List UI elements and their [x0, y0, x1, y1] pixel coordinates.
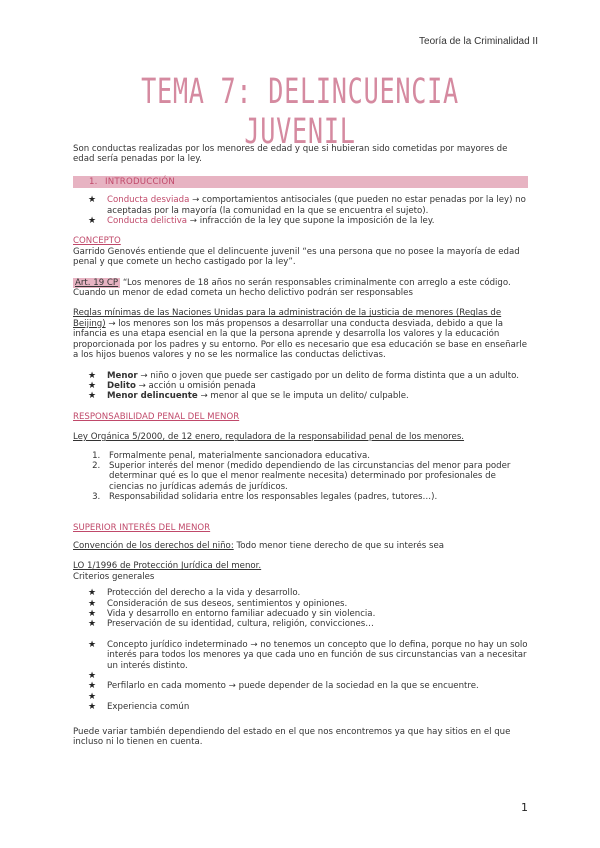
section-number: 1.	[89, 176, 98, 187]
closing-paragraph: Puede variar también dependiendo del estado en el que nos encontremos ya que hay sitios en el que incluso ni lo tienen en cuenta.	[73, 726, 511, 748]
list-item	[73, 702, 528, 712]
convencion-label: Convención de los derechos del niño:	[73, 540, 234, 551]
convencion-text: Todo menor tiene derecho de que su interés sea	[233, 540, 445, 551]
list-item	[73, 381, 528, 391]
definition: → niño o joven que puede ser castigado por un delito de forma distinta que a un adulto.	[137, 370, 519, 381]
definition: → comportamientos antisociales (que pueden no estar penadas por la ley) no aceptadas por la mayoría (la comunidad en la que se encuentra el sujeto).	[107, 195, 526, 216]
star-icon: ★	[88, 702, 97, 713]
beijing-paragraph	[73, 308, 528, 360]
criterios-label: Criterios generales	[73, 571, 155, 582]
section-label: INTRODUCCIÓN	[105, 176, 175, 187]
list-item-text: Concepto jurídico indeterminado → no tenemos un concepto que lo defina, porque no hay un solo interés para todos los menores ya que cada uno en función de sus circunstancias van a necesitar un interés distinto.	[107, 639, 528, 671]
definitions-list	[73, 371, 528, 402]
star-icon: ★	[88, 639, 97, 650]
term: Delito	[107, 380, 136, 391]
list-item	[73, 640, 528, 671]
star-icon: ★	[88, 609, 97, 619]
list-item	[73, 391, 528, 401]
star-icon: ★	[88, 619, 97, 630]
list-item-text: Vida y desarrollo en entorno familiar adecuado y sin violencia.	[107, 609, 376, 619]
intro-list	[73, 195, 528, 226]
intro-paragraph: Son conductas realizadas por los menores de edad y que si hubieran sido cometidas por mayores de edad sería penadas por la ley.	[73, 144, 508, 165]
star-icon: ★	[88, 691, 97, 702]
list-item-text: Experiencia común	[107, 702, 190, 713]
extra-list	[73, 640, 528, 713]
list-item: 3. Responsabilidad solidaria entre los responsables legales (padres, tutores…).	[103, 492, 528, 502]
star-icon: ★	[88, 671, 97, 682]
convencion-paragraph	[73, 541, 528, 551]
list-item	[73, 599, 528, 609]
term: Menor delincuente	[107, 391, 198, 402]
list-item-text: Protección del derecho a la vida y desarrollo.	[107, 588, 301, 599]
criterios-list	[73, 588, 528, 630]
list-item	[73, 588, 528, 598]
course-header: Teoría de la Criminalidad II	[419, 36, 538, 47]
concepto-text: Garrido Genovés entiende que el delincuente juvenil “es una persona que no posee la mayoría de edad penal y que comete un hecho castigado por la ley”.	[73, 246, 520, 268]
list-item	[73, 371, 528, 381]
definition: → infracción de la ley que supone la imposición de la ley.	[187, 216, 435, 227]
term: Conducta desviada	[107, 195, 190, 206]
star-icon: ★	[88, 598, 97, 609]
list-item-text: Consideración de sus deseos, sentimientos y opiniones.	[107, 598, 348, 609]
list-item	[73, 195, 528, 216]
star-icon: ★	[88, 391, 97, 402]
law-title: Ley Orgánica 5/2000, de 12 enero, reguladora de la responsabilidad penal de los menores.	[73, 432, 465, 443]
concepto-heading: CONCEPTO	[73, 236, 121, 247]
list-item	[73, 619, 528, 629]
beijing-text: → los menores son los más propensos a desarrollar una conducta desviada, debido a que la infancia es una etapa esencial en la que la persona aprende y desarrolla los valores y la educación proporcionada por los padres y su entorno. Por ello es necesario que esa educación se base en enseñarle a los hijos buenos valores y no se les normalice las conductas delictivas.	[73, 318, 528, 361]
list-item: 1. Formalmente penal, materialmente sancionadora educativa.	[103, 451, 528, 461]
term: Conducta delictiva	[107, 216, 188, 227]
list-item	[73, 216, 528, 226]
beijing-title: Reglas mínimas de las Naciones Unidas para la administración de la justicia de menores (Reglas de Beijing)	[73, 308, 502, 329]
list-item-text: Perfilarlo en cada momento → puede depender de la sociedad en la que se encuentre.	[107, 681, 479, 692]
superior-heading: SUPERIOR INTERÉS DEL MENOR	[73, 522, 211, 533]
star-icon: ★	[88, 588, 97, 599]
star-icon: ★	[88, 380, 97, 391]
art19-paragraph	[73, 278, 528, 299]
art19-text: “Los menores de 18 años no serán responsables criminalmente con arreglo a este código. Cuando un menor de edad cometa un hecho delictivo podrán ser responsables	[73, 277, 511, 299]
responsabilidad-list	[73, 451, 528, 503]
list-item	[73, 692, 528, 702]
definition: → menor al que se le imputa un delito/ culpable.	[197, 391, 409, 402]
page-title: TEMA 7: DELINCUENCIA JUVENIL	[141, 72, 459, 152]
list-item: 2. Superior interés del menor (medido dependiendo de las circunstancias del menor para poder determinar qué es lo que el menor realmente necesita) determinado por profesionales de ciencias no jurídicas además de jurídicos.	[103, 461, 528, 492]
section-heading-introduccion	[73, 176, 528, 188]
list-item	[73, 609, 528, 619]
list-item	[73, 681, 528, 691]
page-number: 1	[521, 801, 528, 814]
star-icon: ★	[88, 370, 97, 381]
document-body	[73, 144, 528, 747]
list-item	[73, 671, 528, 681]
definition: → acción u omisión penada	[135, 380, 256, 391]
list-item-text: Preservación de su identidad, cultura, religión, convicciones…	[107, 619, 374, 630]
star-icon: ★	[88, 216, 97, 227]
responsabilidad-heading: RESPONSABILIDAD PENAL DEL MENOR	[73, 411, 240, 422]
lo-title: LO 1/1996 de Protección Jurídica del menor.	[73, 561, 262, 572]
star-icon: ★	[88, 681, 97, 692]
star-icon: ★	[88, 195, 97, 206]
term: Menor	[107, 370, 138, 381]
art19-label: Art. 19 CP	[75, 277, 119, 288]
